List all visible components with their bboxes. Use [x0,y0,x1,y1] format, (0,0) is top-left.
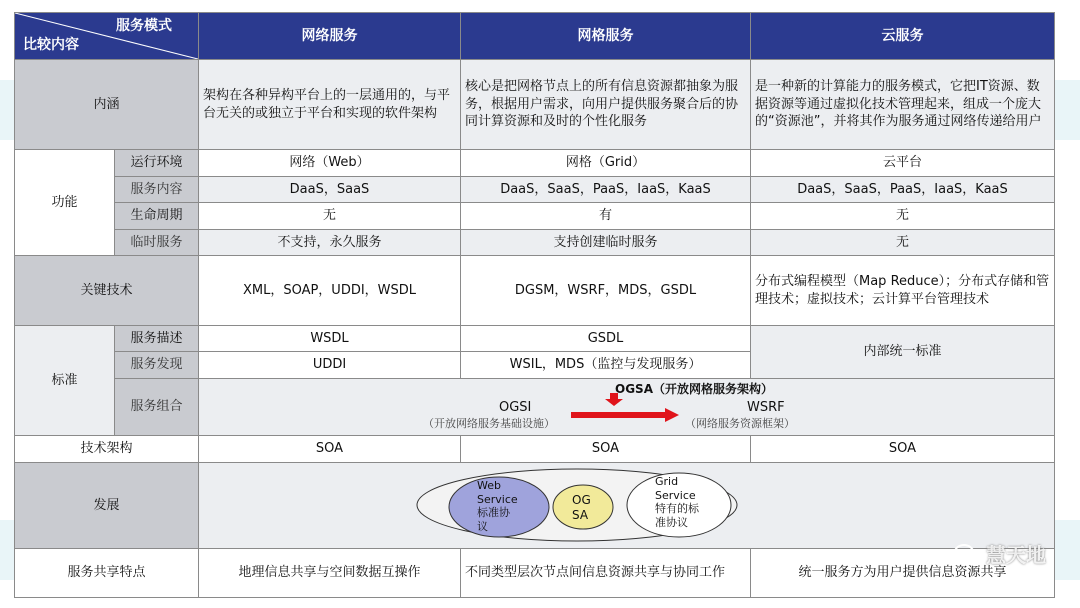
watermark-text: 慧天地 [986,543,1046,567]
wechat-icon [954,543,980,565]
standard-desc-web: WSDL [199,325,461,352]
web-service-line: 标准协 [477,506,510,520]
sharing-web: 地理信息共享与空间数据互操作 [199,548,461,597]
row-function-content [15,176,1055,203]
grid-service-line: 准协议 [655,516,688,530]
header-cloud-service: 云服务 [751,13,1055,60]
grid-service-line: Service [655,488,696,502]
label-development: 发展 [15,462,199,548]
row-key-tech [15,256,1055,326]
grid-service-line: Grid [655,474,679,488]
connotation-web: 架构在各种异构平台上的一层通用的，与平台无关的或独立于平台和实现的软件架构 [199,60,461,150]
row-standard-composition [15,379,1055,436]
comparison-table [14,12,1055,598]
architecture-grid: SOA [461,436,751,463]
sharing-grid: 不同类型层次节点间信息资源共享与协同工作 [461,548,751,597]
function-lifecycle-web: 无 [199,203,461,230]
label-function: 功能 [15,150,115,256]
ogsa-line: OG [572,492,591,507]
corner-service-mode: 服务模式 [116,18,172,34]
key-tech-cloud: 分布式编程模型（Map Reduce）；分布式存储和管理技术；虚拟技术；云计算平台管理技术 [751,256,1055,326]
key-tech-web: XML，SOAP，UDDI，WSDL [199,256,461,326]
development-ellipses [199,463,1051,547]
corner-compare-content: 比较内容 [23,37,79,54]
wsrf-sublabel: （网络服务资源框架） [685,417,795,431]
row-development [15,462,1055,548]
label-standard: 标准 [15,325,115,435]
label-connotation: 内涵 [15,60,199,150]
key-tech-grid: DGSM，WSRF，MDS，GSDL [461,256,751,326]
ogsa-title: OGSA（开放网格服务架构） [615,382,773,397]
ogsa-diagram [199,379,1055,436]
development-diagram [199,462,1055,548]
function-lifecycle-grid: 有 [461,203,751,230]
function-lifecycle-cloud: 无 [751,203,1055,230]
ogsi-label: OGSI [499,400,532,416]
web-service-line: 议 [477,520,488,534]
function-content-cloud: DaaS，SaaS，PaaS，IaaS，KaaS [751,176,1055,203]
label-sharing: 服务共享特点 [15,548,199,597]
connotation-grid: 核心是把网格节点上的所有信息资源都抽象为服务，根据用户需求，向用户提供服务聚合后的协同计算资源和及时的个性化服务 [461,60,751,150]
function-temp-web: 不支持，永久服务 [199,229,461,256]
standard-discovery-web: UDDI [199,352,461,379]
standard-desc-grid: GSDL [461,325,751,352]
function-sub-label: 生命周期 [115,203,199,230]
standard-sub-label: 服务发现 [115,352,199,379]
function-env-grid: 网格（Grid） [461,150,751,177]
row-architecture [15,436,1055,463]
architecture-cloud: SOA [751,436,1055,463]
ogsi-sublabel: （开放网络服务基础设施） [423,417,555,431]
row-sharing [15,548,1055,597]
watermark [954,539,1046,568]
web-service-label [477,479,518,534]
right-arrow [571,408,679,422]
row-standard-desc [15,325,1055,352]
header-row [15,13,1055,60]
standard-cloud: 内部统一标准 [751,325,1055,378]
header-corner-cell [15,13,199,60]
function-content-grid: DaaS，SaaS，PaaS，IaaS，KaaS [461,176,751,203]
connotation-cloud: 是一种新的计算能力的服务模式，它把IT资源、数据资源等通过虚拟化技术管理起来，组成一个庞大的“资源池”，并将其作为服务通过网络传递给用户 [751,60,1055,150]
standard-sub-label: 服务组合 [115,379,199,436]
function-sub-label: 临时服务 [115,229,199,256]
standard-discovery-grid: WSIL，MDS（监控与发现服务） [461,352,751,379]
ogsa-line: SA [572,507,589,522]
function-temp-grid: 支持创建临时服务 [461,229,751,256]
function-sub-label: 服务内容 [115,176,199,203]
grid-service-line: 特有的标 [655,502,699,516]
function-sub-label: 运行环境 [115,150,199,177]
row-connotation [15,60,1055,150]
header-web-service: 网络服务 [199,13,461,60]
function-temp-cloud: 无 [751,229,1055,256]
row-function-env [15,150,1055,177]
architecture-web: SOA [199,436,461,463]
grid-service-label [655,475,699,530]
row-function-lifecycle [15,203,1055,230]
web-service-line: Service [477,492,518,506]
ogsa-label [572,493,591,523]
function-env-web: 网络（Web） [199,150,461,177]
standard-sub-label: 服务描述 [115,325,199,352]
function-content-web: DaaS，SaaS [199,176,461,203]
wsrf-label: WSRF [747,400,785,416]
label-architecture: 技术架构 [15,436,199,463]
web-service-line: Web [477,478,501,492]
row-function-temp [15,229,1055,256]
header-grid-service: 网格服务 [461,13,751,60]
sharing-cloud: 统一服务方为用户提供信息资源共享 [751,548,1055,597]
function-env-cloud: 云平台 [751,150,1055,177]
label-key-tech: 关键技术 [15,256,199,326]
